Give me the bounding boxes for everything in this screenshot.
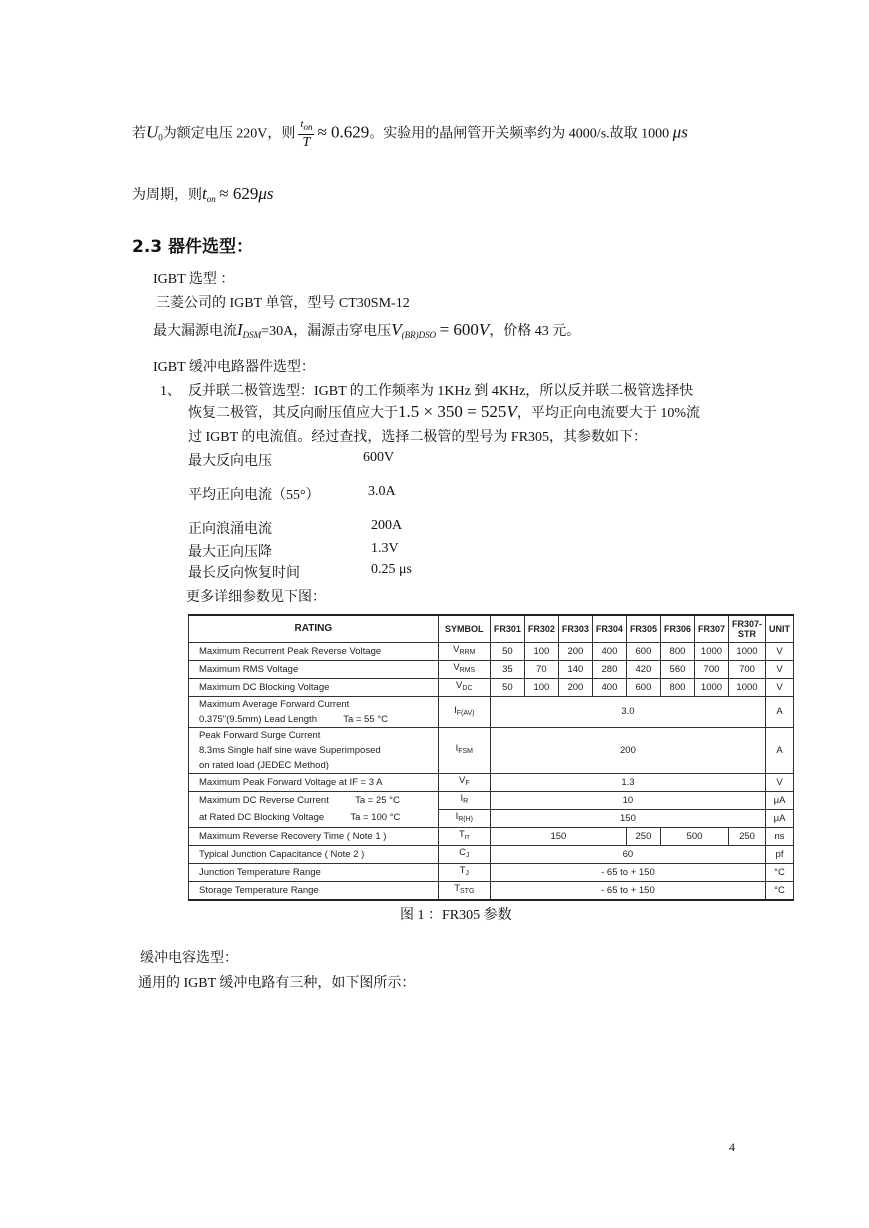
item-1-line-1: 反并联二极管选型：IGBT 的工作频率为 1KHz 到 4KHz，所以反并联二极管选择快 [188,384,694,399]
sym-main: T [459,865,466,876]
param-name: 正向浪涌电流 [188,522,272,537]
value-cell: 140 [558,661,592,679]
unit-cell: μA [766,792,794,810]
col-header: RATING [189,615,439,643]
param-name: 最大反向电压 [188,454,272,469]
snubber-title: IGBT 缓冲电路器件选型： [153,360,315,375]
text-fragment: 为周期，则 [132,188,202,203]
table-row [189,728,794,774]
value-cell: 600 [626,643,660,661]
igbt-param-line [153,320,580,340]
col-header: UNIT [766,615,794,643]
item-1-label: 1、 [160,384,181,399]
value-cell: 50 [490,643,524,661]
rating-cell: Storage Temperature Range [189,882,439,901]
text-fragment: 为额定电压 220V，则 [162,126,296,142]
igbt-model: 三菱公司的 IGBT 单管，型号 CT30SM-12 [156,296,410,311]
sym-main: T [454,883,460,894]
unit-cell: pf [766,846,794,864]
table-row [189,846,794,864]
sym-sub: J [465,870,469,877]
page-number: 4 [729,1140,735,1154]
param-row [188,562,412,582]
unit-cell: ns [766,828,794,846]
sym-sub: J [465,852,470,859]
sym-sub: FSM [458,748,473,755]
sym-main: T [459,829,465,840]
sym-main: I [460,793,464,804]
sym-main: V [456,680,463,691]
value-cell: 250 [728,828,765,846]
symbol-cell [438,697,490,728]
symbol-cell [438,864,490,882]
symbol-cell [438,679,490,697]
rating-cell: Maximum Peak Forward Voltage at IF = 3 A [189,774,439,792]
rating-cell [189,697,439,728]
sym-main: V [453,662,460,673]
symbol-cell [438,728,490,774]
rating-line: Maximum Average Forward Current [199,699,350,710]
table-row [189,697,794,728]
sym-main: V [458,775,466,786]
math-unit: V [478,320,490,339]
col-header: FR305 [626,615,660,643]
sym-sub: DC [462,685,473,692]
math-u: U [146,122,159,142]
value-cell: 700 [728,661,765,679]
value-cell: 1000 [694,643,728,661]
igbt-title: IGBT 选型 ： [153,272,235,287]
value-cell: 150 [490,810,765,828]
unit-cell: °C [766,864,794,882]
sym-sub: F [465,780,470,787]
value-cell: 500 [660,828,728,846]
table-row [189,810,794,828]
value-cell: 100 [524,643,558,661]
value-cell: 60 [490,846,765,864]
param-value: 600V [363,450,395,465]
sym-main: C [459,847,466,858]
sym-main: I [455,811,459,822]
math-sub: 0 [158,132,163,143]
param-name: 最长反向恢复时间 [188,566,300,581]
value-cell: 10 [490,792,765,810]
math-v: V [391,320,402,339]
fraction-ton-over-t [298,118,314,151]
math-approx: ≈ 629 [219,184,259,203]
math-unit: μs [258,184,274,203]
value-cell: 150 [490,828,626,846]
param-name: 最大正向压降 [188,545,272,560]
rating-cell: Maximum Reverse Recovery Time ( Note 1 ) [189,828,439,846]
capacitor-text: 通用的 IGBT 缓冲电路有三种，如下图所示： [138,976,416,991]
symbol-cell [438,643,490,661]
rating-cell: Typical Junction Capacitance ( Note 2 ) [189,846,439,864]
symbol-cell [438,774,490,792]
rating-cell: Junction Temperature Range [189,864,439,882]
table-row [189,792,794,810]
sym-sub: RMS [459,667,476,674]
sym-sub: R(H) [458,816,473,823]
sym-sub: R [463,798,469,805]
table-header-row [189,615,794,643]
math-unit: μs [672,122,688,142]
symbol-cell [438,792,490,810]
rating-cell: at Rated DC Blocking Voltage Ta = 100 °C [189,810,439,828]
value-cell: 100 [524,679,558,697]
table-row [189,661,794,679]
value-cell: 200 [490,728,765,774]
value-cell: - 65 to + 150 [490,864,765,882]
value-cell: 50 [490,679,524,697]
rating-cell: Maximum Recurrent Peak Reverse Voltage [189,643,439,661]
rating-line: on rated load (JEDEC Method) [199,760,329,771]
math-eq: = 600 [439,320,479,339]
symbol-cell [438,846,490,864]
sym-main: I [454,704,457,716]
col-header: FR304 [592,615,626,643]
param-value: 0.25 μs [371,562,412,577]
symbol-cell [438,810,490,828]
math-unit: V [506,402,517,421]
col-header: FR302 [524,615,558,643]
formula-line-1 [132,118,688,151]
rating-line: 0.375"(9.5mm) Lead Length Ta = 55 °C [199,714,388,725]
param-row [188,450,395,470]
item-1-line-3: 过 IGBT 的电流值。经过查找，选择二极管的型号为 FR305，其参数如下： [188,430,648,445]
frac-num: t [300,118,304,130]
figure-caption: 图 1 ：FR305 参数 [400,908,512,923]
value-cell: 3.0 [490,697,765,728]
value-cell: 250 [626,828,660,846]
section-title: 2.3 器件选型： [132,237,254,257]
unit-cell: μA [766,810,794,828]
param-row [188,484,396,504]
col-header: FR307-STR [728,615,765,643]
symbol-cell [438,882,490,901]
value-cell: 400 [592,643,626,661]
unit-cell: A [766,728,794,774]
text-fragment: 。实验用的晶闸管开关频率约为 4000/s.故取 1000 [369,126,670,142]
param-name: 平均正向电流（55°） [188,488,320,503]
frac-num-sub: on [303,122,313,132]
rating-line: 8.3ms Single half sine wave Superimposed [199,745,381,756]
table-row [189,679,794,697]
formula-line-2 [132,184,273,204]
table-row [189,828,794,846]
math-t: t [202,184,207,203]
math-i: I [237,320,243,339]
table-row [189,882,794,901]
sym-sub: STG [460,888,475,895]
col-header: FR303 [558,615,592,643]
text-fragment: 最大漏源电流 [153,324,237,339]
param-value: 200A [371,518,403,533]
value-cell: 1000 [728,679,765,697]
text-fragment: 恢复二极管，其反向耐压值应大于 [188,406,398,421]
rating-cell: Maximum DC Blocking Voltage [189,679,439,697]
rating-cell: Maximum RMS Voltage [189,661,439,679]
more-params-text: 更多详细参数见下图： [186,590,326,605]
fr305-datasheet-table [188,614,794,901]
value-cell: 400 [592,679,626,697]
table-row [189,643,794,661]
math-sub: (BR)DSO [401,330,437,340]
unit-cell: V [766,643,794,661]
math-approx: ≈ 0.629 [317,122,370,142]
value-cell: 600 [626,679,660,697]
value-cell: 800 [660,679,694,697]
col-header: FR301 [490,615,524,643]
value-cell: 70 [524,661,558,679]
text-fragment: 若 [132,126,146,142]
col-header: FR307 [694,615,728,643]
unit-cell: V [766,661,794,679]
unit-cell: °C [766,882,794,901]
param-value: 3.0A [368,484,396,499]
item-1-line-2 [188,402,700,422]
col-header: SYMBOL [438,615,490,643]
param-row [188,541,399,561]
col-header: FR306 [660,615,694,643]
sym-sub: rr [464,834,470,841]
text-fragment: =30A，漏源击穿电压 [261,324,392,339]
unit-cell: A [766,697,794,728]
param-value: 1.3V [371,541,399,556]
math-expr: 1.5 × 350 = 525 [398,402,507,421]
value-cell: 35 [490,661,524,679]
math-sub: DSM [242,330,262,340]
unit-cell: V [766,679,794,697]
rating-cell: Maximum DC Reverse Current Ta = 25 °C [189,792,439,810]
value-cell: 1000 [694,679,728,697]
value-cell: 800 [660,643,694,661]
capacitor-title: 缓冲电容选型： [140,951,238,966]
unit-cell: V [766,774,794,792]
value-cell: 1000 [728,643,765,661]
sym-sub: F(AV) [456,709,475,717]
rating-cell [189,728,439,774]
value-cell: 1.3 [490,774,765,792]
param-row [188,518,403,538]
text-fragment: ，价格 43 元。 [489,324,581,339]
rating-line: Peak Forward Surge Current [199,730,321,741]
symbol-cell [438,828,490,846]
table-row [189,864,794,882]
table-row [189,774,794,792]
value-cell: 700 [694,661,728,679]
value-cell: 560 [660,661,694,679]
sym-main: V [453,644,460,655]
text-fragment: ，平均正向电流要大于 10%流 [516,406,700,421]
value-cell: 200 [558,643,592,661]
math-sub: on [206,194,216,204]
value-cell: 280 [592,661,626,679]
sym-main: I [455,743,459,754]
symbol-cell [438,661,490,679]
value-cell: - 65 to + 150 [490,882,765,901]
sym-sub: RRM [459,649,476,656]
frac-den: T [302,135,311,150]
value-cell: 420 [626,661,660,679]
value-cell: 200 [558,679,592,697]
